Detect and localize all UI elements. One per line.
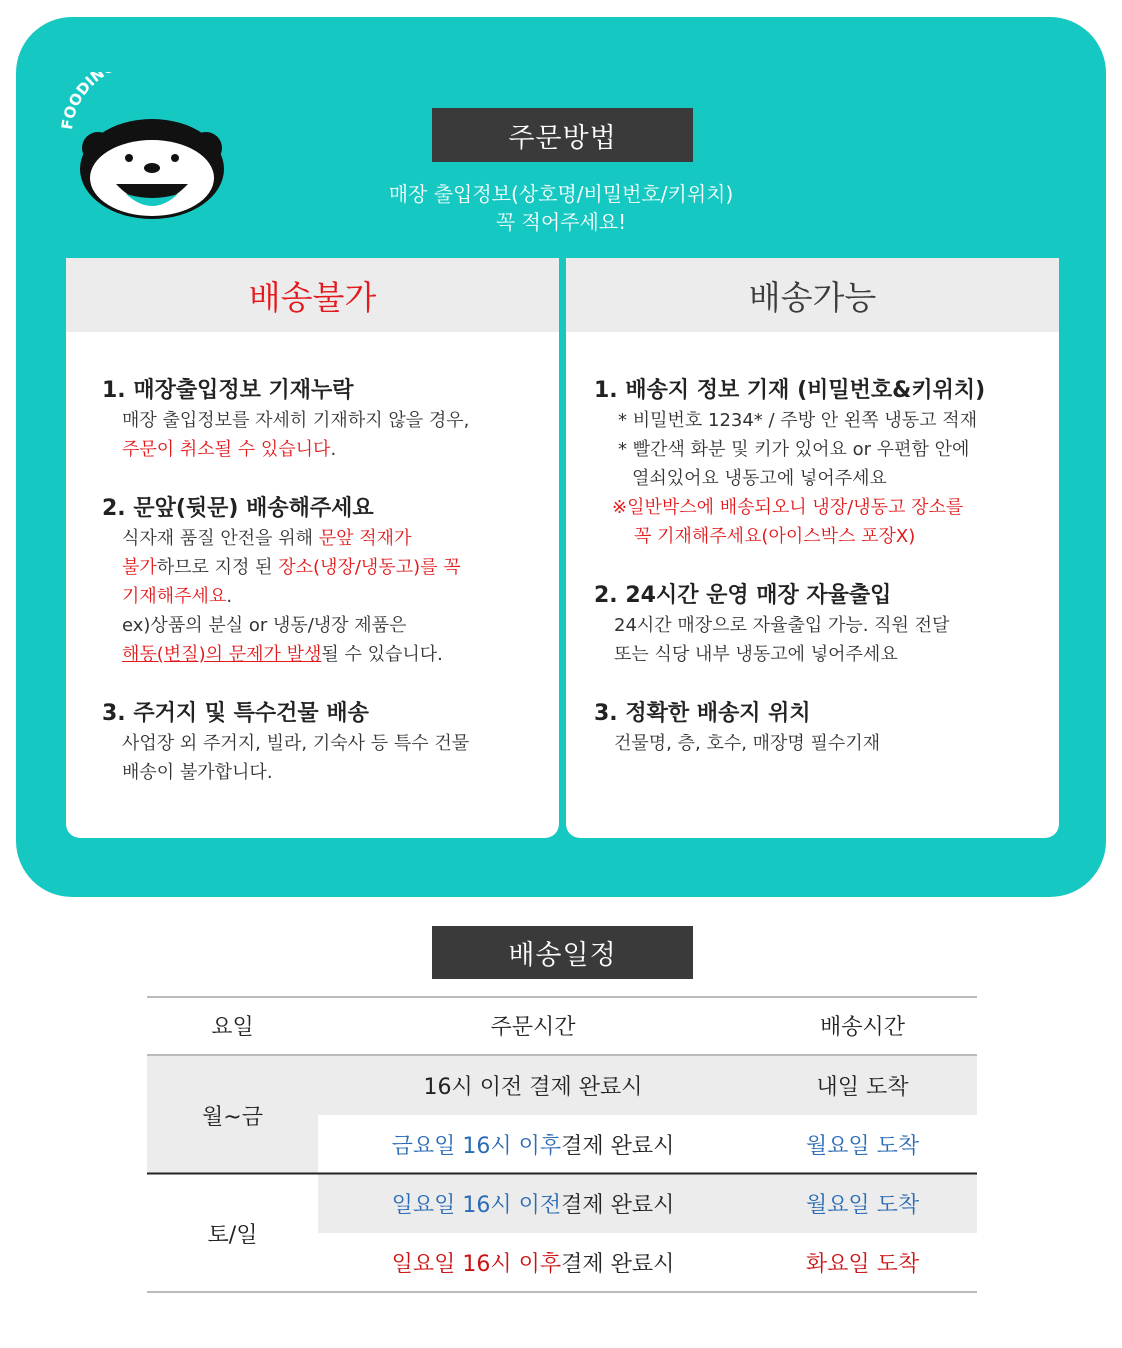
item-text: . — [330, 439, 337, 460]
item-line — [102, 582, 559, 611]
delivery-ok-item-3 — [594, 699, 1059, 758]
no-delivery-item-1 — [102, 376, 559, 464]
delivery-ok-title: 배송가능 — [566, 258, 1059, 332]
item-title: 2. 24시간 운영 매장 자율출입 — [594, 583, 892, 608]
item-title: 1. 배송지 정보 기재 (비밀번호&키위치) — [594, 378, 986, 403]
delivery-ok-item-2 — [594, 581, 1059, 669]
warning-text: 문앞 적재가 — [318, 528, 412, 549]
delivery-schedule-title: 배송일정 — [432, 926, 693, 979]
delivery-ok-item-1 — [594, 376, 1059, 551]
order-time-cell — [318, 1056, 748, 1115]
no-delivery-item-3 — [102, 699, 559, 787]
item-line: 또는 식당 내부 냉동고에 넣어주세요 — [614, 644, 898, 665]
item-line: 열쇠있어요 냉동고에 넣어주세요 — [632, 468, 887, 489]
order-time-highlight: 일요일 16시 이전 — [391, 1193, 562, 1218]
day-weekday: 월~금 — [202, 1104, 263, 1130]
item-line: 매장 출입정보를 자세히 기재하지 않을 경우, — [122, 410, 470, 431]
warning-text: 불가 — [122, 557, 157, 578]
item-title: 3. 주거지 및 특수건물 배송 — [102, 701, 369, 726]
order-time-highlight: 금요일 16시 이후 — [391, 1134, 562, 1159]
notice-text: ※일반박스에 배송되오니 냉장/냉동고 장소를 — [612, 497, 964, 518]
item-line — [102, 553, 559, 582]
item-line: 배송이 불가합니다. — [122, 762, 273, 783]
item-line — [102, 524, 559, 553]
item-line: * 빨간색 화분 및 키가 있어요 or 우편함 안에 — [618, 439, 970, 460]
item-line: ex)상품의 분실 or 냉동/냉장 제품은 — [122, 615, 407, 636]
order-time-text: 결제 완료시 — [561, 1193, 675, 1218]
intro-text — [0, 180, 1122, 236]
order-time-text: 16시 이전 결제 완료시 — [423, 1075, 643, 1100]
delivery-time-cell: 월요일 도착 — [805, 1134, 920, 1159]
order-time-highlight: 일요일 16시 이후 — [391, 1252, 562, 1277]
order-method-title: 주문방법 — [432, 108, 693, 162]
delivery-time-cell: 내일 도착 — [816, 1075, 909, 1100]
order-time-text: 결제 완료시 — [561, 1252, 675, 1277]
warning-text: 기재해주세요 — [122, 586, 227, 607]
item-text: . — [226, 586, 233, 607]
intro-line-1: 매장 출입정보(상호명/비밀번호/키위치) — [388, 182, 734, 206]
order-time-cell — [318, 1233, 748, 1292]
warning-text: 주문이 취소될 수 있습니다 — [122, 439, 331, 460]
delivery-ok-panel — [566, 258, 1059, 838]
item-text: 식자재 품질 안전을 위해 — [122, 528, 319, 549]
day-weekend: 토/일 — [207, 1222, 258, 1248]
no-delivery-panel — [66, 258, 559, 838]
item-line — [102, 640, 559, 669]
order-time-cell — [318, 1115, 748, 1174]
no-delivery-title: 배송불가 — [66, 258, 559, 332]
logo-text: OODIN — [60, 72, 108, 122]
warning-text: 해동(변질)의 문제가 발생 — [122, 644, 322, 665]
header-day: 요일 — [211, 1015, 254, 1040]
item-line: 사업장 외 주거지, 빌라, 기숙사 등 특수 건물 — [122, 733, 470, 754]
no-delivery-item-2 — [102, 494, 559, 669]
item-title: 3. 정확한 배송지 위치 — [594, 701, 811, 726]
item-text: 하므로 지정 된 — [156, 557, 279, 578]
item-text: 될 수 있습니다. — [321, 644, 443, 665]
order-time-cell — [318, 1174, 748, 1233]
item-line: * 비밀번호 1234* / 주방 안 왼쪽 냉동고 적재 — [618, 410, 978, 431]
delivery-time-cell: 월요일 도착 — [805, 1193, 920, 1218]
item-line — [102, 435, 559, 464]
header-order-time: 주문시간 — [490, 1015, 576, 1040]
header-delivery-time: 배송시간 — [819, 1015, 905, 1040]
item-title: 1. 매장출입정보 기재누락 — [102, 378, 354, 403]
item-line: 24시간 매장으로 자율출입 가능. 직원 전달 — [614, 615, 950, 636]
order-time-text: 결제 완료시 — [561, 1134, 675, 1159]
warning-text: 장소(냉장/냉동고)를 꼭 — [278, 557, 461, 578]
item-title: 2. 문앞(뒷문) 배송해주세요 — [102, 496, 374, 521]
notice-text: 꼭 기재해주세요(아이스박스 포장X) — [634, 526, 916, 547]
item-line: 건물명, 층, 호수, 매장명 필수기재 — [614, 733, 881, 754]
intro-line-2: 꼭 적어주세요! — [495, 210, 627, 234]
delivery-time-cell: 화요일 도착 — [805, 1252, 920, 1277]
